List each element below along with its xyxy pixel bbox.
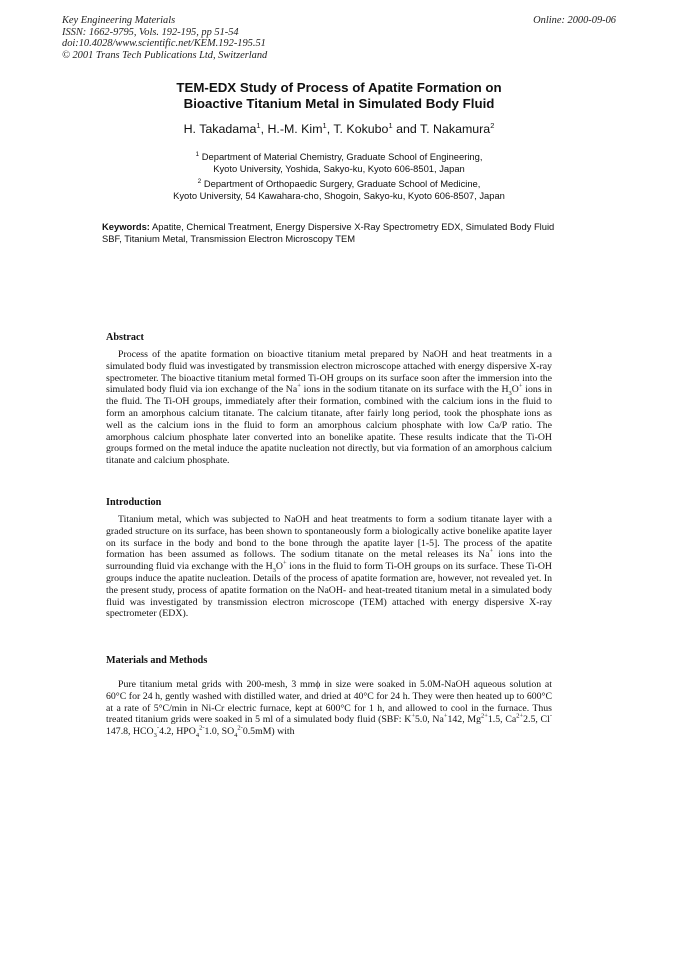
introduction-heading: Introduction — [106, 497, 162, 508]
title-line-2: Bioactive Titanium Metal in Simulated Body Fluid — [183, 96, 495, 111]
affiliation-line: Kyoto University, Yoshida, Sakyo-ku, Kyoto 606-8501, Japan — [213, 162, 465, 174]
abstract-section — [106, 331, 552, 467]
methods-heading: Materials and Methods — [106, 655, 208, 666]
issn-line: ISSN: 1662-9795, Vols. 192-195, pp 51-54 — [62, 26, 239, 38]
introduction-section — [106, 496, 552, 620]
publication-info — [62, 15, 392, 61]
affiliation-mark: 2 — [197, 177, 202, 185]
author-list — [60, 121, 618, 137]
title-line-1: TEM-EDX Study of Process of Apatite Formation on — [176, 80, 502, 95]
keywords-label: Keywords: — [102, 221, 150, 232]
journal-name: Key Engineering Materials — [62, 15, 176, 26]
abstract-paragraph: Process of the apatite formation on bioactive titanium metal prepared by NaOH and heat treatments in a simulated body fluid was investigated by transmission electron microscope attached with energy dispersive X-ray spectrometer. The bioactive titanium metal formed Ti-OH groups on its surface soon after the immersion into the simulated body fluid via ion exchange of the Na+ ions in the sodium titanate on its surface with the $H_3O^+$ ions in the fluid. The Ti-OH groups, immediately after their formation, combined with the calcium ions in the fluid to form an amorphous calcium titanate. The calcium titanate, after fairly long period, took the phosphate ions as well as the calcium ions in the fluid to form an amorphous calcium phosphate with low Ca/P ratio. The amorphous calcium phosphate later converted into an bonelike apatite. These results indicate that the Ti-OH groups formed on the metal induce the apatite nucleation not directly, but via formation of an amorphous calcium titanate and calcium phosphate. — [106, 349, 552, 467]
abstract-heading: Abstract — [106, 332, 144, 343]
keywords — [102, 221, 562, 245]
methods-paragraph: Pure titanium metal grids with 200-mesh, 3 mmϕ in size were soaked in 5.0M-NaOH aqueous solution at 60°C for 24 h, gently washed with distilled water, and dried at 40°C for 24 h. They were then heated up to 600°C at a rate of 5°C/min in Ni-Cr electric furnace, kept at 600°C for 1 h, and allowed to cool in the furnace. Thus treated titanium grids were soaked in 5 ml of a simulated body fluid (SBF: K+5.0, Na+142, $Mg^{2+}1.5$, $Ca^{2+}2.5$, Cl-147.8, $HCO_3^-4.2$, $HPO_4^{2-}1.0$, $SO_4^{2-}0.5mM$) with — [106, 679, 552, 740]
author-affil-mark: 1 — [322, 120, 327, 130]
author-affil-mark: 2 — [490, 120, 495, 130]
author-affil-mark: 1 — [256, 120, 261, 130]
author-affil-mark: 1 — [388, 120, 393, 130]
keywords-text: Apatite, Chemical Treatment, Energy Dispersive X-Ray Spectrometry EDX, Simulated Body Fluid SBF, Titanium Metal, Transmission Electron Microscopy TEM — [102, 221, 555, 244]
methods-section — [106, 654, 552, 738]
copyright-line: © 2001 Trans Tech Publications Ltd, Switzerland — [62, 49, 268, 61]
affiliation-line: Kyoto University, 54 Kawahara-cho, Shogoin, Sakyo-ku, Kyoto 606-8507, Japan — [173, 189, 505, 201]
author-name: , H.-M. Kim — [260, 122, 323, 136]
affiliation-line: Department of Orthopaedic Surgery, Graduate School of Medicine, — [201, 178, 481, 189]
author-name: and T. Nakamura — [392, 122, 491, 136]
author-name: , T. Kokubo — [326, 122, 389, 136]
affiliation-2 — [60, 178, 618, 201]
introduction-paragraph: Titanium metal, which was subjected to NaOH and heat treatments to form a sodium titanate layer with a graded structure on its surface, has been shown to spontaneously form a biologically active bonelike apatite layer on its surface in the body and bond to the bone through the apatite layer [1-5]. The process of the apatite formation has been assumed as follows. The sodium titanate on the metal releases its Na+ ions into the surrounding fluid via exchange with the $H_3O^+$ ions in the fluid to form Ti-OH groups on its surface. These Ti-OH groups induce the apatite nucleation. Details of the process of apatite formation are, however, not revealed yet. In the present study, process of apatite formation on the NaOH- and heat-treated titanium metal in a simulated body fluid was investigated by transmission electron microscope (TEM) attached with energy dispersive X-ray spectrometer (EDX). — [106, 514, 552, 620]
doi-line: doi:10.4028/www.scientific.net/KEM.192-195.51 — [62, 38, 266, 50]
affiliation-1 — [60, 151, 618, 174]
online-date: Online: 2000-09-06 — [533, 15, 616, 26]
affiliation-line: Department of Material Chemistry, Graduate School of Engineering, — [199, 151, 483, 162]
affiliation-mark: 1 — [195, 150, 200, 158]
paper-title — [60, 80, 618, 112]
author-name: H. Takadama — [183, 122, 257, 136]
